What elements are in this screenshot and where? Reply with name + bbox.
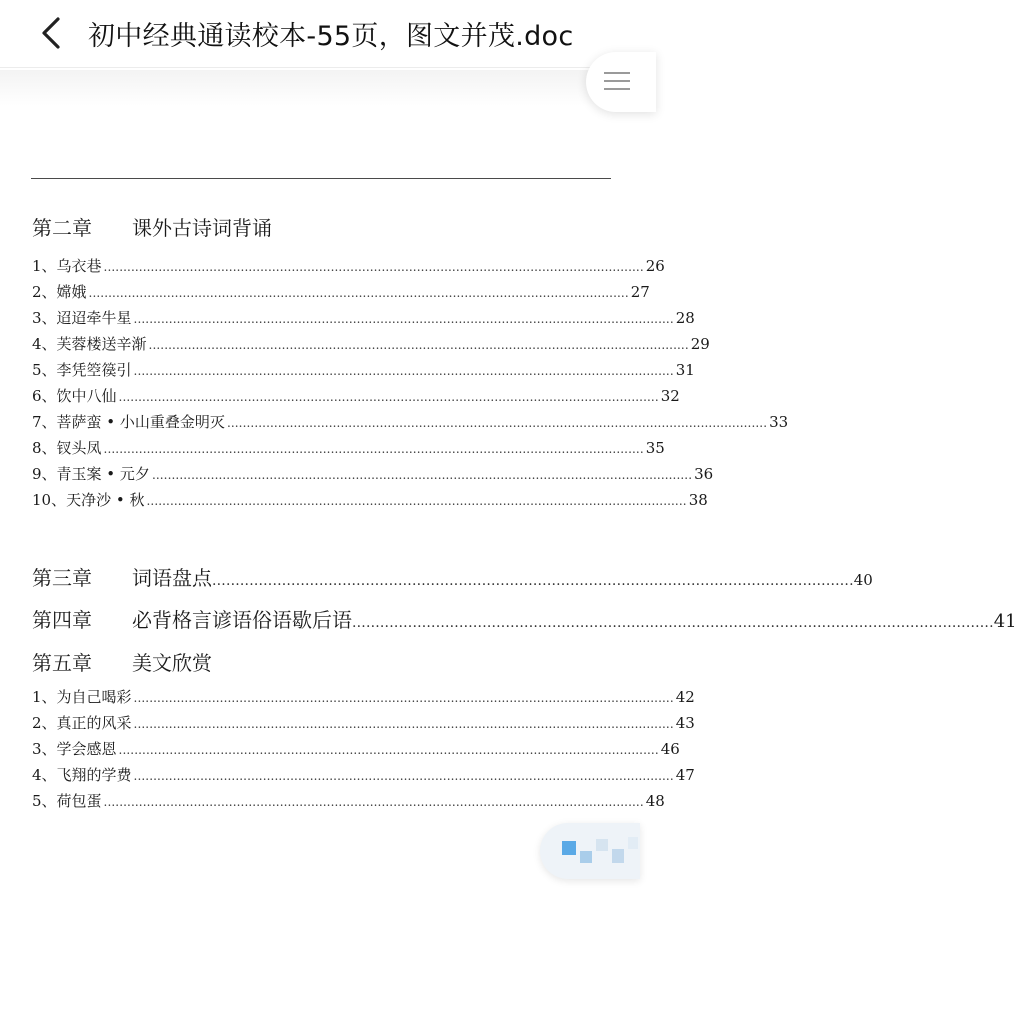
toc-leader-dots: ..........................................................................................................................................: [148, 338, 689, 352]
toc-item[interactable]: [32, 712, 695, 734]
toc-item-label: 2、嫦娥: [32, 283, 87, 301]
toc-item[interactable]: [32, 385, 680, 407]
toc-item-page: 33: [769, 413, 789, 431]
chapter-title: 美文欣赏: [132, 651, 212, 675]
toc-item[interactable]: [32, 281, 650, 303]
toc-leader-dots: ..........................................................................................................................................: [103, 442, 644, 456]
toc-item-label: 8、钗头凤: [32, 439, 102, 457]
page-top-shadow: [0, 70, 640, 106]
toc-item[interactable]: [32, 764, 695, 786]
toc-leader-dots: ..........................................................................................................................................: [352, 615, 994, 631]
header-rule: [31, 178, 611, 179]
toc-item-page: 38: [688, 491, 708, 509]
floating-assistant-button[interactable]: [540, 823, 640, 879]
toc-item-page: 32: [660, 387, 680, 405]
toc-item-page: 47: [675, 766, 695, 784]
toc-item-label: 10、天净沙 • 秋: [32, 491, 145, 509]
toc-item-page: 27: [630, 283, 650, 301]
toc-item-page: 42: [675, 688, 695, 706]
toc-item-page: 28: [675, 309, 695, 327]
chapter-5-heading[interactable]: [32, 647, 212, 676]
app-header: [0, 0, 640, 68]
chapter-title: 课外古诗词背诵: [132, 216, 272, 240]
toc-item-label: 9、青玉案 • 元夕: [32, 465, 150, 483]
toc-item-label: 1、乌衣巷: [32, 257, 102, 275]
toc-leader-dots: ..........................................................................................................................................: [226, 416, 768, 430]
toc-leader-dots: ..........................................................................................................................................: [118, 743, 659, 757]
toc-item[interactable]: [32, 790, 665, 812]
toc-item-label: 4、芙蓉楼送辛渐: [32, 335, 147, 353]
toc-leader-dots: ..........................................................................................................................................: [88, 286, 629, 300]
toc-item-label: 7、菩萨蛮 • 小山重叠金明灭: [32, 413, 225, 431]
toc-item[interactable]: [32, 359, 695, 381]
toc-item-page: 29: [690, 335, 710, 353]
back-button[interactable]: [38, 16, 68, 50]
toc-leader-dots: ..........................................................................................................................................: [103, 260, 644, 274]
toc-item-label: 3、学会感恩: [32, 740, 117, 758]
toc-item-label: 5、李凭箜篌引: [32, 361, 132, 379]
chapter-number: 第二章: [32, 216, 92, 240]
chapter-title: 必背格言谚语俗语歇后语: [132, 608, 352, 632]
toc-item[interactable]: [32, 686, 695, 708]
toc-item-label: 6、饮中八仙: [32, 387, 117, 405]
toc-item-page: 36: [694, 465, 714, 483]
toc-item-label: 2、真正的风采: [32, 714, 132, 732]
toc-item[interactable]: [32, 738, 680, 760]
document-title: 初中经典通读校本-55页，图文并茂.doc: [88, 21, 574, 52]
toc-leader-dots: ..........................................................................................................................................: [133, 364, 674, 378]
toc-leader-dots: ..........................................................................................................................................: [103, 795, 644, 809]
toc-item[interactable]: [32, 333, 710, 355]
chapter-page: 40: [853, 571, 873, 589]
toc-leader-dots: ..........................................................................................................................................: [133, 769, 674, 783]
toc-leader-dots: ..........................................................................................................................................: [118, 390, 659, 404]
chapter-4-heading[interactable]: [32, 604, 1017, 632]
toc-item-page: 43: [675, 714, 695, 732]
chevron-left-icon: [38, 16, 68, 50]
toc-leader-dots: ..........................................................................................................................................: [133, 717, 674, 731]
toc-item-page: 35: [645, 439, 665, 457]
chapter-page: 41: [993, 611, 1017, 632]
toc-item[interactable]: [32, 411, 789, 433]
toc-item-page: 26: [645, 257, 665, 275]
toc-item-label: 4、飞翔的学费: [32, 766, 132, 784]
toc-item[interactable]: [32, 489, 708, 511]
toc-item-page: 48: [645, 792, 665, 810]
menu-button[interactable]: [586, 52, 656, 112]
toc-item-label: 1、为自己喝彩: [32, 688, 132, 706]
toc-item[interactable]: [32, 307, 695, 329]
toc-leader-dots: ..........................................................................................................................................: [146, 494, 687, 508]
chapter-title: 词语盘点: [132, 566, 212, 590]
toc-item-label: 5、荷包蛋: [32, 792, 102, 810]
toc-item[interactable]: [32, 255, 665, 277]
chapter-number: 第三章: [32, 566, 92, 590]
toc-leader-dots: ..........................................................................................................................................: [212, 573, 854, 589]
toc-item[interactable]: [32, 437, 665, 459]
toc-item[interactable]: [32, 463, 714, 485]
toc-leader-dots: ..........................................................................................................................................: [151, 468, 693, 482]
chapter-2-heading[interactable]: [32, 212, 272, 241]
toc-item-page: 31: [675, 361, 695, 379]
chapter-number: 第五章: [32, 651, 92, 675]
toc-leader-dots: ..........................................................................................................................................: [133, 312, 674, 326]
toc-leader-dots: ..........................................................................................................................................: [133, 691, 674, 705]
toc-item-label: 3、迢迢牵牛星: [32, 309, 132, 327]
chapter-number: 第四章: [32, 608, 92, 632]
chapter-3-heading[interactable]: [32, 562, 873, 590]
toc-item-page: 46: [660, 740, 680, 758]
